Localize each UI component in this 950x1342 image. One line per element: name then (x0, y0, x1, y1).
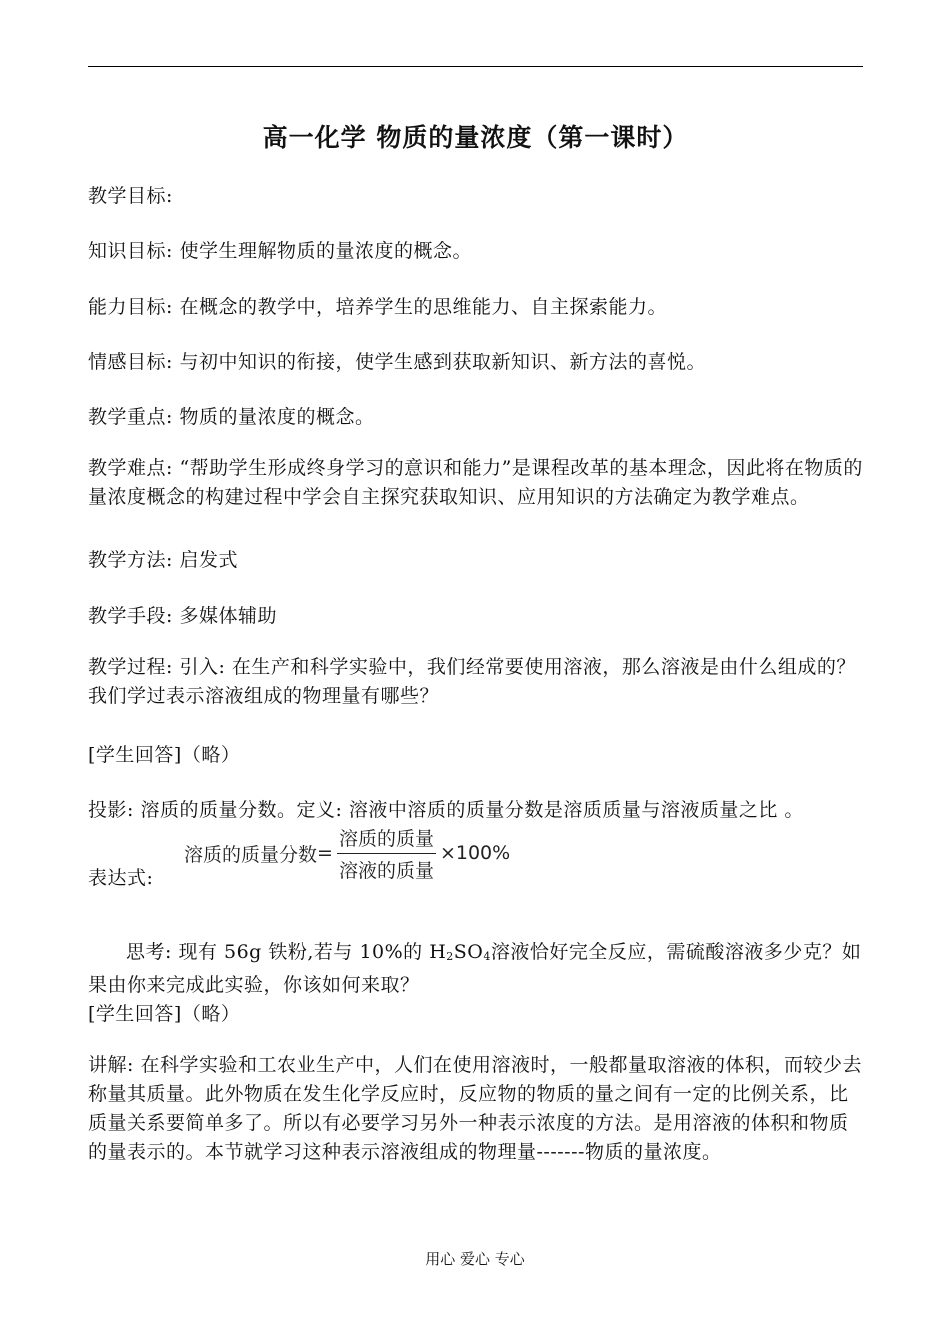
page-footer: 用心 爱心 专心 (425, 1250, 525, 1268)
formula-numerator: 溶质的质量 (337, 824, 436, 854)
header-rule (88, 66, 863, 67)
formula-equals: = (317, 842, 333, 864)
think-subscript-2: 4 (483, 950, 491, 963)
knowledge-goal: 知识目标: 使学生理解物质的量浓度的概念。 (88, 240, 472, 262)
page-title: 高一化学 物质的量浓度（第一课时） (262, 123, 689, 152)
objectives-heading: 教学目标: (88, 185, 173, 207)
expression-label: 表达式: (88, 867, 154, 889)
formula-lhs: 溶质的质量分数 (184, 843, 318, 866)
process-paragraph: 教学过程: 引入: 在生产和科学实验中，我们经常要使用溶液，那么溶液是由什么组成的？我们学过表示溶液组成的物理量有哪些？ (88, 656, 856, 707)
student-answer-2: [学生回答]（略） (88, 1003, 241, 1025)
explanation-paragraph: 讲解: 在科学实验和工农业生产中，人们在使用溶液时，一般都量取溶液的体积，而较少去称量其质量。此外物质在发生化学反应时，反应物的物质的量之间有一定的比例关系，比质量关系要简单多了。所以有必要学习另外一种表示浓度的方法。是用溶液的体积和物质的量表示的。本节就学习这种表示溶液组成的物理量-------物质的量浓度。 (88, 1054, 862, 1163)
student-answer-1: [学生回答]（略） (88, 744, 241, 766)
projection-line: 投影: 溶质的质量分数。定义: 溶液中溶质的质量分数是溶质质量与溶液质量之比 。 (88, 799, 804, 821)
formula-denominator: 溶液的质量 (338, 859, 434, 882)
think-text-2: SO (453, 941, 484, 963)
teaching-means: 教学手段: 多媒体辅助 (88, 605, 277, 627)
teaching-method: 教学方法: 启发式 (88, 549, 238, 571)
mass-fraction-formula (184, 824, 510, 882)
think-paragraph (88, 938, 863, 1000)
key-point: 教学重点: 物质的量浓度的概念。 (88, 406, 375, 428)
difficulty-paragraph: 教学难点: “帮助学生形成终身学习的意识和能力”是课程改革的基本理念，因此将在物质的量浓度概念的构建过程中学会自主探究获取知识、应用知识的方法确定为教学难点。 (88, 457, 863, 508)
think-text-3: 溶液恰好完全反应，需硫酸溶液多少克？如果由你来完成此实验，你该如何来取？ (88, 941, 862, 996)
ability-goal: 能力目标: 在概念的教学中，培养学生的思维能力、自主探索能力。 (88, 296, 667, 318)
emotion-goal: 情感目标: 与初中知识的衔接，使学生感到获取新知识、新方法的喜悦。 (88, 351, 706, 373)
formula-times-100: ×100% (439, 842, 511, 864)
formula-fraction (337, 824, 436, 883)
think-text-1: 思考: 现有 56g 铁粉,若与 10%的 H (126, 941, 447, 963)
think-subscript-1: 2 (446, 950, 454, 963)
